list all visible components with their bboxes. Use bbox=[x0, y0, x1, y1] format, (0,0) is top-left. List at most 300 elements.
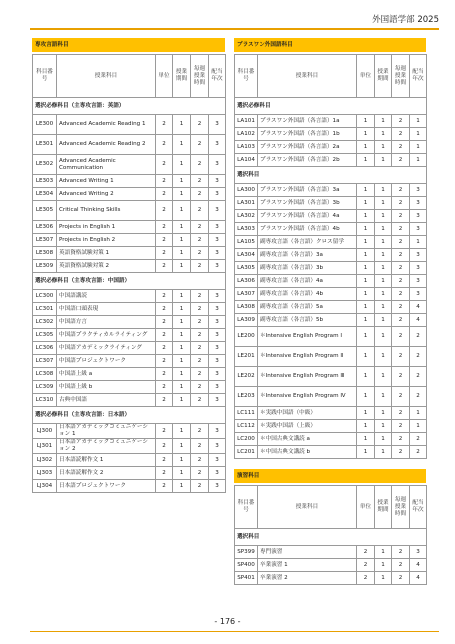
cell-period: 1 bbox=[173, 303, 191, 316]
cell-subject: ＊Intensive English Program Ⅲ bbox=[258, 367, 357, 387]
left-column bbox=[32, 38, 225, 493]
cell-credits: 1 bbox=[357, 446, 375, 459]
cell-code: LE308 bbox=[33, 247, 57, 260]
cell-year: 2 bbox=[410, 347, 427, 367]
cell-subject: ＊Intensive English Program Ⅳ bbox=[258, 387, 357, 407]
column-header-year: 配当年次 bbox=[209, 55, 226, 98]
cell-hours: 2 bbox=[392, 154, 410, 167]
table-row bbox=[235, 446, 427, 459]
cell-credits: 2 bbox=[156, 188, 173, 201]
cell-subject: Advanced Academic Reading 2 bbox=[57, 135, 156, 155]
cell-code: LA307 bbox=[235, 288, 258, 301]
cell-period: 1 bbox=[375, 446, 392, 459]
column-header-subject: 授業科目 bbox=[258, 55, 357, 98]
cell-hours: 2 bbox=[191, 467, 209, 480]
cell-period: 1 bbox=[375, 546, 392, 559]
cell-subject: Advanced Academic Reading 1 bbox=[57, 115, 156, 135]
cell-hours: 2 bbox=[191, 188, 209, 201]
table-row bbox=[33, 480, 226, 493]
cell-credits: 2 bbox=[357, 546, 375, 559]
cell-period: 1 bbox=[375, 314, 392, 327]
cell-credits: 2 bbox=[357, 572, 375, 585]
cell-code: LC309 bbox=[33, 381, 57, 394]
cell-code: LE201 bbox=[235, 347, 258, 367]
table-row bbox=[33, 234, 226, 247]
cell-hours: 2 bbox=[392, 347, 410, 367]
cell-credits: 2 bbox=[156, 201, 173, 221]
table-row bbox=[33, 329, 226, 342]
cell-year: 3 bbox=[209, 355, 226, 368]
table-row bbox=[33, 454, 226, 467]
cell-credits: 2 bbox=[156, 290, 173, 303]
cell-credits: 2 bbox=[156, 424, 173, 439]
cell-period: 1 bbox=[375, 327, 392, 347]
table-row bbox=[235, 314, 427, 327]
cell-period: 1 bbox=[173, 394, 191, 407]
cell-period: 1 bbox=[375, 249, 392, 262]
cell-code: LE203 bbox=[235, 387, 258, 407]
cell-year: 3 bbox=[209, 201, 226, 221]
cell-code: LA300 bbox=[235, 184, 258, 197]
table-row bbox=[235, 367, 427, 387]
cell-code: LA103 bbox=[235, 141, 258, 154]
table-row bbox=[33, 381, 226, 394]
table-row bbox=[235, 197, 427, 210]
section-title: 演習科目 bbox=[234, 469, 426, 483]
column-header-subject: 授業科目 bbox=[57, 55, 156, 98]
cell-year: 3 bbox=[209, 381, 226, 394]
cell-code: LC310 bbox=[33, 394, 57, 407]
cell-year: 3 bbox=[209, 175, 226, 188]
section-title: 専攻言語科目 bbox=[32, 38, 225, 52]
course-table bbox=[32, 54, 226, 493]
cell-period: 1 bbox=[173, 155, 191, 175]
column-header-year: 配当年次 bbox=[410, 55, 427, 98]
cell-code: LE309 bbox=[33, 260, 57, 273]
cell-period: 1 bbox=[375, 141, 392, 154]
cell-credits: 1 bbox=[357, 249, 375, 262]
cell-hours: 2 bbox=[191, 381, 209, 394]
cell-hours: 2 bbox=[392, 275, 410, 288]
cell-year: 3 bbox=[410, 223, 427, 236]
cell-subject: Advanced Writing 1 bbox=[57, 175, 156, 188]
cell-subject: 副専攻言語（各言語）4b bbox=[258, 288, 357, 301]
cell-code: LC305 bbox=[33, 329, 57, 342]
cell-hours: 2 bbox=[392, 236, 410, 249]
cell-credits: 1 bbox=[357, 154, 375, 167]
cell-code: LA305 bbox=[235, 262, 258, 275]
cell-subject: ＊中国古典文講読 a bbox=[258, 433, 357, 446]
cell-period: 1 bbox=[173, 454, 191, 467]
cell-code: LA303 bbox=[235, 223, 258, 236]
cell-period: 1 bbox=[375, 420, 392, 433]
cell-year: 3 bbox=[209, 316, 226, 329]
column-header-code: 科目番号 bbox=[235, 55, 258, 98]
cell-period: 1 bbox=[375, 572, 392, 585]
cell-subject: 日本語読解作文 2 bbox=[57, 467, 156, 480]
cell-year: 1 bbox=[410, 154, 427, 167]
cell-year: 3 bbox=[209, 467, 226, 480]
cell-period: 1 bbox=[173, 175, 191, 188]
cell-year: 3 bbox=[410, 546, 427, 559]
cell-year: 2 bbox=[410, 327, 427, 347]
table-row bbox=[235, 115, 427, 128]
cell-credits: 1 bbox=[357, 288, 375, 301]
cell-year: 1 bbox=[410, 407, 427, 420]
cell-credits: 2 bbox=[156, 454, 173, 467]
cell-hours: 2 bbox=[392, 387, 410, 407]
cell-subject: 中国語方言 bbox=[57, 316, 156, 329]
cell-code: LC200 bbox=[235, 433, 258, 446]
cell-subject: 卒業演習 1 bbox=[258, 559, 357, 572]
cell-subject: プラスワン外国語（各言語）3a bbox=[258, 184, 357, 197]
cell-year: 2 bbox=[410, 387, 427, 407]
cell-period: 1 bbox=[375, 367, 392, 387]
cell-code: LA105 bbox=[235, 236, 258, 249]
table-row bbox=[235, 249, 427, 262]
cell-hours: 2 bbox=[191, 175, 209, 188]
table-row bbox=[33, 355, 226, 368]
cell-code: LA301 bbox=[235, 197, 258, 210]
cell-period: 1 bbox=[375, 128, 392, 141]
cell-subject: 英語資格試験対策 1 bbox=[57, 247, 156, 260]
cell-period: 1 bbox=[375, 236, 392, 249]
cell-hours: 2 bbox=[392, 197, 410, 210]
column-header-period: 授業期間 bbox=[173, 55, 191, 98]
cell-hours: 2 bbox=[392, 367, 410, 387]
table-row bbox=[235, 236, 427, 249]
table-row bbox=[33, 303, 226, 316]
cell-period: 1 bbox=[173, 329, 191, 342]
footer-rule bbox=[30, 631, 439, 633]
cell-subject: 副専攻言語（各言語）5a bbox=[258, 301, 357, 314]
group-label: 選択必修科目 bbox=[235, 98, 427, 115]
cell-subject: 日本語アカデミックコミュニケーション 1 bbox=[57, 424, 156, 439]
cell-hours: 2 bbox=[191, 342, 209, 355]
cell-period: 1 bbox=[375, 559, 392, 572]
cell-year: 3 bbox=[410, 184, 427, 197]
column-header-credits: 単位 bbox=[357, 55, 375, 98]
cell-hours: 2 bbox=[392, 559, 410, 572]
cell-credits: 1 bbox=[357, 433, 375, 446]
cell-period: 1 bbox=[173, 201, 191, 221]
cell-year: 2 bbox=[410, 367, 427, 387]
cell-subject: 英語資格試験対策 2 bbox=[57, 260, 156, 273]
cell-year: 3 bbox=[410, 210, 427, 223]
cell-hours: 2 bbox=[392, 128, 410, 141]
cell-code: LA102 bbox=[235, 128, 258, 141]
cell-hours: 2 bbox=[392, 572, 410, 585]
cell-hours: 2 bbox=[191, 480, 209, 493]
cell-period: 1 bbox=[173, 221, 191, 234]
cell-credits: 1 bbox=[357, 223, 375, 236]
cell-hours: 2 bbox=[191, 115, 209, 135]
cell-hours: 2 bbox=[392, 210, 410, 223]
cell-year: 3 bbox=[410, 262, 427, 275]
cell-period: 1 bbox=[173, 234, 191, 247]
cell-subject: プラスワン外国語（各言語）4b bbox=[258, 223, 357, 236]
cell-year: 3 bbox=[209, 303, 226, 316]
cell-code: LC306 bbox=[33, 342, 57, 355]
cell-subject: Projects in English 1 bbox=[57, 221, 156, 234]
cell-credits: 2 bbox=[156, 381, 173, 394]
cell-hours: 2 bbox=[191, 201, 209, 221]
table-row bbox=[33, 247, 226, 260]
cell-period: 1 bbox=[173, 260, 191, 273]
cell-hours: 2 bbox=[191, 454, 209, 467]
cell-credits: 2 bbox=[156, 135, 173, 155]
cell-subject: 中国語プロジェクトワーク bbox=[57, 355, 156, 368]
cell-period: 1 bbox=[173, 480, 191, 493]
table-row bbox=[33, 175, 226, 188]
table-row bbox=[33, 439, 226, 454]
cell-hours: 2 bbox=[191, 247, 209, 260]
cell-hours: 2 bbox=[392, 223, 410, 236]
cell-code: LA306 bbox=[235, 275, 258, 288]
cell-year: 3 bbox=[410, 288, 427, 301]
cell-year: 3 bbox=[209, 454, 226, 467]
table-row bbox=[33, 368, 226, 381]
cell-credits: 2 bbox=[156, 155, 173, 175]
cell-code: LC307 bbox=[33, 355, 57, 368]
cell-subject: 日本語読解作文 1 bbox=[57, 454, 156, 467]
cell-hours: 2 bbox=[392, 184, 410, 197]
cell-year: 1 bbox=[410, 141, 427, 154]
cell-credits: 2 bbox=[156, 355, 173, 368]
cell-subject: 副専攻言語（各言語）3a bbox=[258, 249, 357, 262]
cell-subject: プラスワン外国語（各言語）4a bbox=[258, 210, 357, 223]
table-row bbox=[33, 290, 226, 303]
cell-period: 1 bbox=[375, 301, 392, 314]
column-header-credits: 単位 bbox=[357, 486, 375, 529]
cell-subject: Advanced Academic Communication bbox=[57, 155, 156, 175]
table-row bbox=[235, 262, 427, 275]
cell-code: LA304 bbox=[235, 249, 258, 262]
page-number: - 176 - bbox=[214, 617, 241, 626]
cell-code: LE305 bbox=[33, 201, 57, 221]
table-row bbox=[235, 347, 427, 367]
cell-year: 3 bbox=[209, 394, 226, 407]
cell-subject: Critical Thinking Skills bbox=[57, 201, 156, 221]
cell-subject: 中国語口頭表現 bbox=[57, 303, 156, 316]
cell-code: LA309 bbox=[235, 314, 258, 327]
cell-credits: 1 bbox=[357, 347, 375, 367]
cell-hours: 2 bbox=[392, 407, 410, 420]
cell-hours: 2 bbox=[191, 221, 209, 234]
cell-credits: 2 bbox=[156, 260, 173, 273]
cell-credits: 1 bbox=[357, 141, 375, 154]
cell-code: LE202 bbox=[235, 367, 258, 387]
column-header-code: 科目番号 bbox=[33, 55, 57, 98]
group-label: 選択必修科目（主専攻言語：日本語） bbox=[33, 407, 226, 424]
cell-subject: 日本語アカデミックコミュニケーション 2 bbox=[57, 439, 156, 454]
cell-credits: 1 bbox=[357, 387, 375, 407]
cell-hours: 2 bbox=[191, 260, 209, 273]
table-row bbox=[33, 201, 226, 221]
cell-code: LA104 bbox=[235, 154, 258, 167]
cell-hours: 2 bbox=[392, 420, 410, 433]
cell-code: LC308 bbox=[33, 368, 57, 381]
cell-code: LJ304 bbox=[33, 480, 57, 493]
cell-subject: 副専攻言語（各言語）3b bbox=[258, 262, 357, 275]
table-row bbox=[33, 342, 226, 355]
cell-period: 1 bbox=[375, 275, 392, 288]
cell-period: 1 bbox=[375, 210, 392, 223]
cell-credits: 1 bbox=[357, 275, 375, 288]
table-row bbox=[235, 433, 427, 446]
cell-code: LA302 bbox=[235, 210, 258, 223]
cell-year: 4 bbox=[410, 559, 427, 572]
cell-year: 3 bbox=[209, 247, 226, 260]
cell-period: 1 bbox=[173, 316, 191, 329]
cell-credits: 2 bbox=[156, 303, 173, 316]
cell-year: 3 bbox=[410, 275, 427, 288]
table-row bbox=[33, 467, 226, 480]
cell-subject: ＊Intensive English Program Ⅰ bbox=[258, 327, 357, 347]
page-header-title: 外国語学部 2025 bbox=[372, 15, 439, 25]
cell-credits: 2 bbox=[156, 394, 173, 407]
cell-period: 1 bbox=[375, 223, 392, 236]
cell-period: 1 bbox=[173, 355, 191, 368]
cell-credits: 2 bbox=[357, 559, 375, 572]
table-row bbox=[235, 128, 427, 141]
cell-credits: 2 bbox=[156, 234, 173, 247]
cell-hours: 2 bbox=[191, 135, 209, 155]
cell-code: LE301 bbox=[33, 135, 57, 155]
cell-code: LC301 bbox=[33, 303, 57, 316]
cell-year: 3 bbox=[209, 480, 226, 493]
cell-code: LC300 bbox=[33, 290, 57, 303]
cell-hours: 2 bbox=[392, 262, 410, 275]
cell-code: LC111 bbox=[235, 407, 258, 420]
cell-year: 3 bbox=[209, 115, 226, 135]
table-row bbox=[235, 387, 427, 407]
group-label: 選択科目 bbox=[235, 167, 427, 184]
cell-subject: ＊中国古典文講読 b bbox=[258, 446, 357, 459]
cell-hours: 2 bbox=[191, 155, 209, 175]
cell-credits: 1 bbox=[357, 128, 375, 141]
table-row bbox=[33, 155, 226, 175]
cell-code: LA308 bbox=[235, 301, 258, 314]
column-header-year: 配当年次 bbox=[410, 486, 427, 529]
cell-year: 3 bbox=[209, 260, 226, 273]
group-label: 選択科目 bbox=[235, 529, 427, 546]
cell-hours: 2 bbox=[392, 433, 410, 446]
cell-year: 3 bbox=[209, 188, 226, 201]
table-row bbox=[33, 316, 226, 329]
cell-period: 1 bbox=[375, 433, 392, 446]
cell-period: 1 bbox=[173, 247, 191, 260]
cell-credits: 1 bbox=[357, 236, 375, 249]
cell-credits: 2 bbox=[156, 439, 173, 454]
cell-subject: 中国語上級 b bbox=[57, 381, 156, 394]
cell-year: 3 bbox=[410, 249, 427, 262]
cell-credits: 1 bbox=[357, 407, 375, 420]
cell-credits: 1 bbox=[357, 327, 375, 347]
group-label: 選択必修科目（主専攻言語：英語） bbox=[33, 98, 226, 115]
table-row bbox=[235, 327, 427, 347]
group-label: 選択必修科目（主専攻言語：中国語） bbox=[33, 273, 226, 290]
cell-subject: プラスワン外国語（各言語）3b bbox=[258, 197, 357, 210]
cell-credits: 2 bbox=[156, 368, 173, 381]
cell-credits: 1 bbox=[357, 367, 375, 387]
table-row bbox=[235, 572, 427, 585]
cell-subject: 卒業演習 2 bbox=[258, 572, 357, 585]
cell-code: LA101 bbox=[235, 115, 258, 128]
header-rule bbox=[30, 28, 439, 30]
cell-code: LE306 bbox=[33, 221, 57, 234]
cell-code: LJ300 bbox=[33, 424, 57, 439]
cell-year: 3 bbox=[209, 342, 226, 355]
cell-year: 3 bbox=[209, 234, 226, 247]
cell-hours: 2 bbox=[191, 303, 209, 316]
cell-period: 1 bbox=[173, 290, 191, 303]
cell-year: 3 bbox=[209, 368, 226, 381]
column-header-hours: 毎週授業時間 bbox=[191, 55, 209, 98]
cell-credits: 1 bbox=[357, 262, 375, 275]
cell-code: LE304 bbox=[33, 188, 57, 201]
table-row bbox=[235, 275, 427, 288]
cell-period: 1 bbox=[375, 115, 392, 128]
table-row bbox=[235, 407, 427, 420]
table-row bbox=[235, 141, 427, 154]
cell-period: 1 bbox=[375, 347, 392, 367]
cell-year: 3 bbox=[209, 424, 226, 439]
table-row bbox=[33, 394, 226, 407]
cell-code: LC112 bbox=[235, 420, 258, 433]
cell-hours: 2 bbox=[392, 301, 410, 314]
cell-credits: 1 bbox=[357, 314, 375, 327]
cell-subject: 中国語上級 a bbox=[57, 368, 156, 381]
cell-credits: 1 bbox=[357, 301, 375, 314]
table-row bbox=[235, 210, 427, 223]
cell-period: 1 bbox=[375, 387, 392, 407]
cell-subject: 副専攻言語（各言語）クロス留学 bbox=[258, 236, 357, 249]
cell-subject: ＊Intensive English Program Ⅱ bbox=[258, 347, 357, 367]
cell-code: LE307 bbox=[33, 234, 57, 247]
cell-subject: プラスワン外国語（各言語）1b bbox=[258, 128, 357, 141]
cell-year: 3 bbox=[209, 155, 226, 175]
cell-subject: ＊実践中国語（中級） bbox=[258, 407, 357, 420]
cell-hours: 2 bbox=[392, 446, 410, 459]
cell-credits: 1 bbox=[357, 420, 375, 433]
cell-period: 1 bbox=[173, 342, 191, 355]
cell-year: 3 bbox=[410, 197, 427, 210]
cell-credits: 1 bbox=[357, 115, 375, 128]
column-header-credits: 単位 bbox=[156, 55, 173, 98]
cell-code: LJ303 bbox=[33, 467, 57, 480]
cell-code: LC201 bbox=[235, 446, 258, 459]
cell-credits: 1 bbox=[357, 184, 375, 197]
cell-credits: 1 bbox=[357, 210, 375, 223]
cell-code: SP401 bbox=[235, 572, 258, 585]
cell-hours: 2 bbox=[191, 329, 209, 342]
cell-year: 1 bbox=[410, 420, 427, 433]
cell-year: 3 bbox=[209, 329, 226, 342]
cell-year: 4 bbox=[410, 572, 427, 585]
cell-period: 1 bbox=[173, 381, 191, 394]
cell-credits: 1 bbox=[357, 197, 375, 210]
table-row bbox=[235, 301, 427, 314]
cell-credits: 2 bbox=[156, 247, 173, 260]
cell-credits: 2 bbox=[156, 329, 173, 342]
cell-subject: プラスワン外国語（各言語）2a bbox=[258, 141, 357, 154]
course-table bbox=[234, 54, 427, 459]
cell-year: 1 bbox=[410, 115, 427, 128]
table-row bbox=[235, 223, 427, 236]
cell-hours: 2 bbox=[392, 288, 410, 301]
cell-credits: 2 bbox=[156, 480, 173, 493]
